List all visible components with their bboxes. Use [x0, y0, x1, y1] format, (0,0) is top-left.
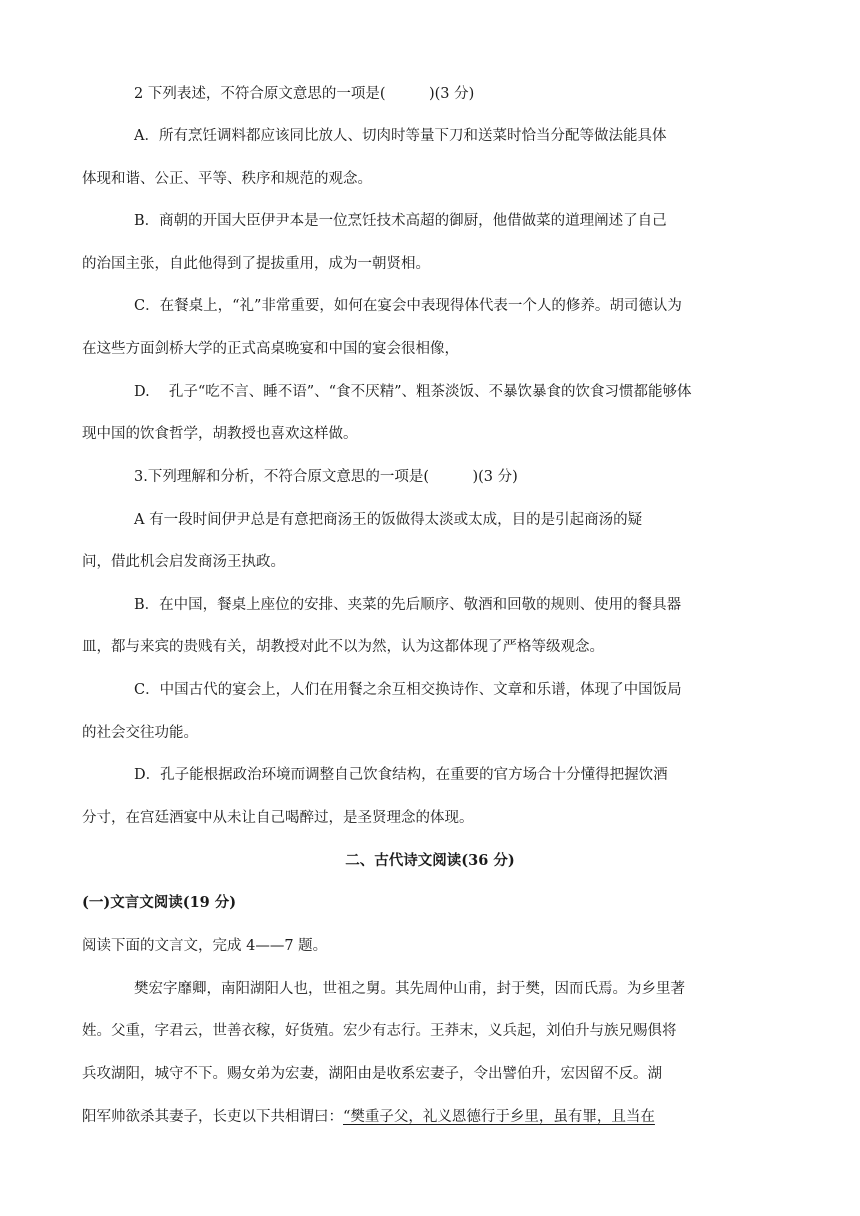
passage-line-3: 兵攻湖阳，城守不下。赐女弟为宏妻，湖阳由是收系宏妻子，令出譬伯升，宏因留不反。湖 [82, 1066, 662, 1082]
passage-line-2: 姓。父重，字君云，世善衣稼，好货殖。宏少有志行。王莽末，义兵起，刘伯升与族兄赐俱将 [82, 1023, 677, 1039]
passage-line-4 [82, 1107, 655, 1127]
question-3-option-a: A 有一段时间伊尹总是有意把商汤王的饭做得太淡或太成，目的是引起商汤的疑 [134, 512, 643, 528]
question-2-option-a-cont: 体现和谐、公正、平等、秩序和规范的观念。 [82, 171, 372, 187]
question-2-option-c-cont: 在这些方面剑桥大学的正式高桌晚宴和中国的宴会很相像， [82, 341, 459, 357]
question-3-option-b-cont: 皿，都与来宾的贵贱有关，胡教授对此不以为然，认为这都体现了严格等级观念。 [82, 639, 604, 655]
question-3-option-d-cont: 分寸，在宫廷酒宴中从未让自己喝醉过，是圣贤理念的体现。 [82, 810, 474, 826]
question-3-option-c: C．中国古代的宴会上，人们在用餐之余互相交换诗作、文章和乐谱，体现了中国饭局 [134, 682, 682, 698]
reading-instruction: 阅读下面的文言文，完成 4——7 题。 [82, 938, 328, 954]
question-3-option-d: D．孔子能根据政治环境而调整自己饮食结构，在重要的官方场合十分懂得把握饮酒 [134, 767, 668, 783]
question-2-option-d: D. 孔子“吃不言、睡不语”、“食不厌精”、粗茶淡饭、不暴饮暴食的饮食习惯都能够体 [134, 384, 692, 400]
question-3-option-c-cont: 的社会交往功能。 [82, 725, 198, 741]
question-3-option-a-cont: 问，借此机会启发商汤王执政。 [82, 554, 285, 570]
question-3-option-b: B．在中国，餐桌上座位的安排、夹菜的先后顺序、敬酒和回敬的规则、使用的餐具器 [134, 597, 682, 613]
question-2-option-c: C．在餐桌上，“礼”非常重要，如何在宴会中表现得体代表一个人的修养。胡司德认为 [134, 298, 682, 314]
question-2-option-a: A．所有烹饪调料都应该同比放人、切肉时等量下刀和送菜时恰当分配等做法能具体 [134, 128, 667, 144]
question-2-option-b-cont: 的治国主张，自此他得到了提拔重用，成为一朝贤相。 [82, 256, 430, 272]
passage-line-4-text: 阳军帅欲杀其妻子，长吏以下共相谓曰： [82, 1109, 343, 1125]
section-heading: 二、古代诗文阅读(36 分) [345, 852, 515, 869]
question-2-option-d-cont: 现中国的饮食哲学，胡教授也喜欢这样做。 [82, 426, 358, 442]
question-2-stem: 2 下列表述，不符合原文意思的一项是( )(3 分) [134, 86, 475, 102]
question-2-option-b: B．商朝的开国大臣伊尹本是一位烹饪技术高超的御厨，他借做菜的道理阐述了自己 [134, 213, 667, 229]
underlined-sentence: “樊重子父，礼义恩德行于乡里，虽有罪，且当在 [343, 1109, 655, 1125]
subsection-heading: (一)文言文阅读(19 分) [82, 894, 237, 911]
passage-line-1: 樊宏字靡卿，南阳湖阳人也，世祖之舅。其先周仲山甫，封于樊，因而氏焉。为乡里著 [134, 981, 685, 997]
question-3-stem: 3.下列理解和分析，不符合原文意思的一项是( )(3 分) [134, 469, 518, 485]
